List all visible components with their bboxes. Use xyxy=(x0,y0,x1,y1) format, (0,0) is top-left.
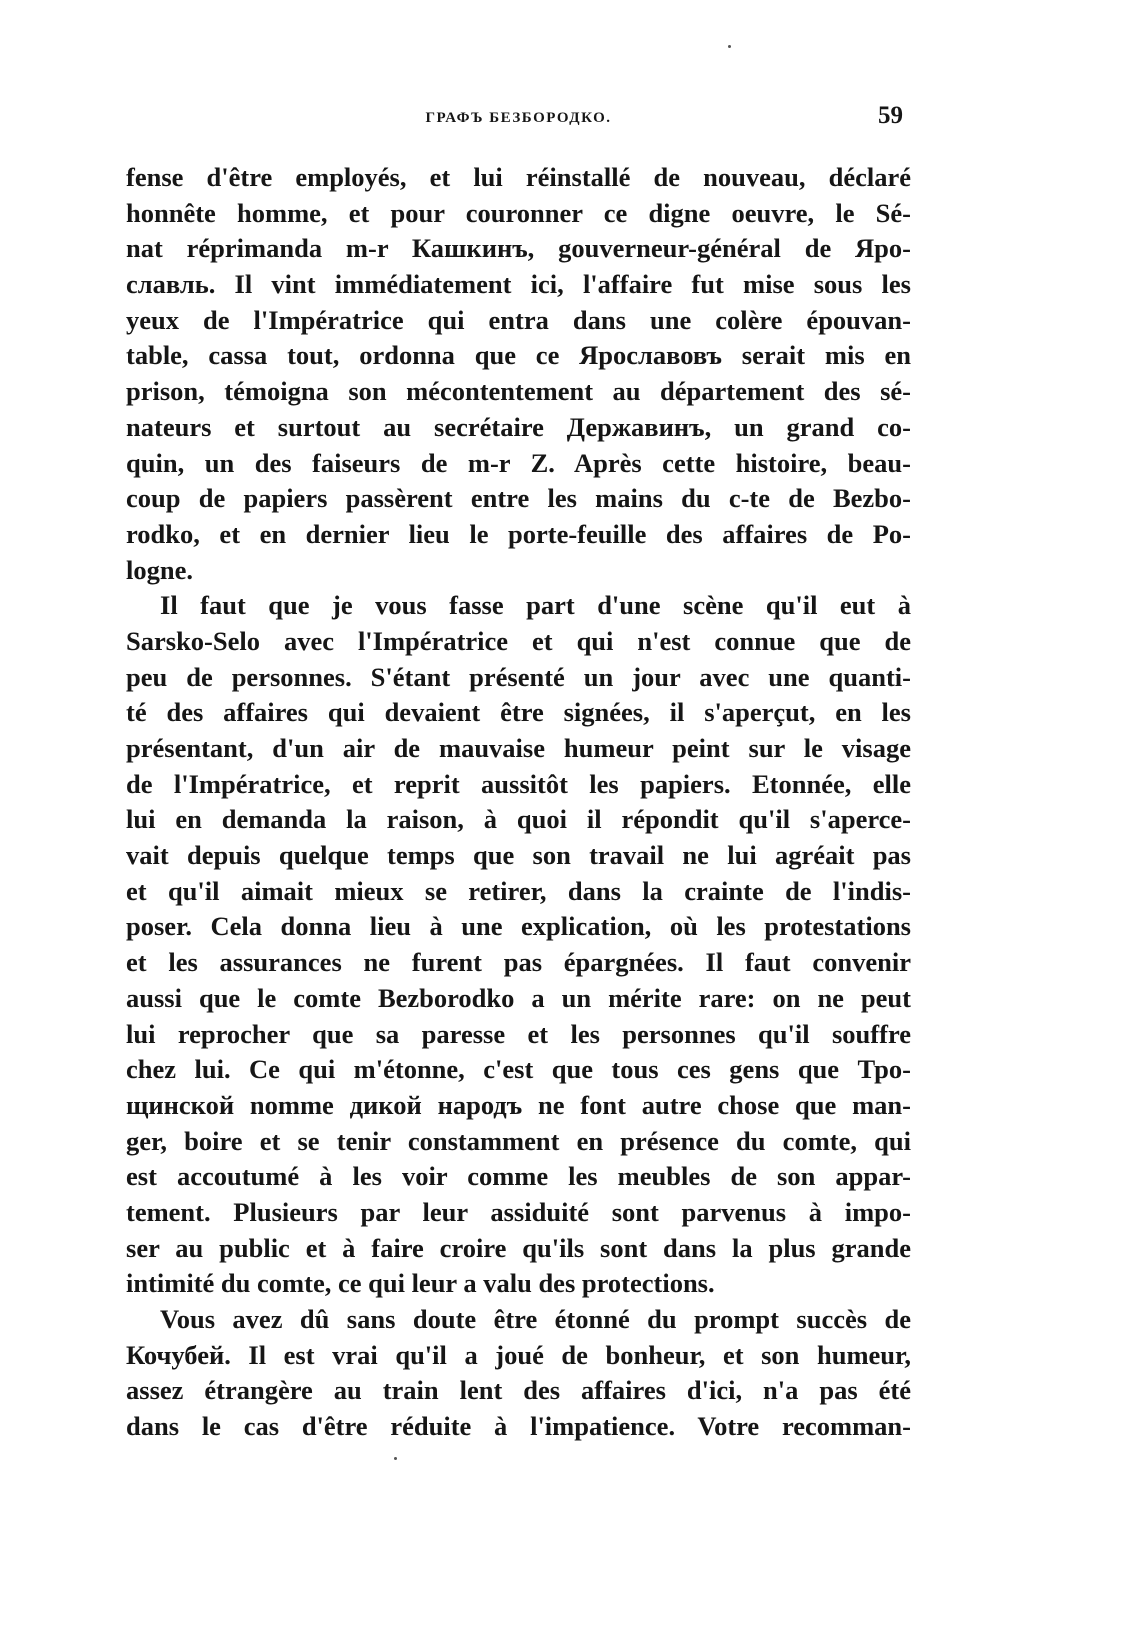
text-line: intimité du comte, ce qui leur a valu des protections. xyxy=(126,1268,715,1299)
text-line: lui en demanda la raison, à quoi il répondit qu'il s'aperce- xyxy=(126,804,911,835)
paragraph xyxy=(126,160,911,588)
text-line: славль. Il vint immédiatement ici, l'affaire fut mise sous les xyxy=(126,269,911,300)
text-line: quin, un des faiseurs de m-r Z. Après cette histoire, beau- xyxy=(126,447,911,478)
text-line: vait depuis quelque temps que son travail ne lui agréait pas xyxy=(126,840,911,871)
scan-speck xyxy=(394,1457,397,1460)
text-line: fense d'être employés, et lui réinstallé de nouveau, déclaré xyxy=(126,162,911,192)
text-line: lui reprocher que sa paresse et les personnes qu'il souffre xyxy=(126,1018,911,1049)
text-line: Sarsko-Selo avec l'Impératrice et qui n'est connue que de xyxy=(126,625,911,656)
text-line: Vous avez dû sans doute être étonné du prompt succès de xyxy=(160,1304,911,1334)
text-line: logne. xyxy=(126,554,193,585)
text-line: est accoutumé à les voir comme les meubles de son appar- xyxy=(126,1161,911,1192)
body-text xyxy=(126,160,911,1445)
text-line: щинской nomme дикой народъ ne font autre chose que man- xyxy=(126,1089,911,1120)
text-line: poser. Cela donna lieu à une explication, où les protestations xyxy=(126,911,911,942)
paragraph xyxy=(126,588,911,1302)
text-line: rodko, et en dernier lieu le porte-feuille des affaires de Po- xyxy=(126,518,911,549)
text-line: tement. Plusieurs par leur assiduité sont parvenus à impo- xyxy=(126,1196,911,1227)
text-line: assez étrangère au train lent des affaires d'ici, n'a pas été xyxy=(126,1375,911,1406)
paragraph xyxy=(126,1302,911,1445)
text-line: nateurs et surtout au secrétaire Державинъ, un grand co- xyxy=(126,411,911,442)
text-line: et les assurances ne furent pas épargnées. Il faut convenir xyxy=(126,947,911,978)
text-line: coup de papiers passèrent entre les mains du c-te de Bezbo- xyxy=(126,483,911,514)
text-line: peu de personnes. S'étant présenté un jour avec une quanti- xyxy=(126,661,911,692)
text-line: et qu'il aimait mieux se retirer, dans la crainte de l'indis- xyxy=(126,875,911,906)
text-line: Кочубей. Il est vrai qu'il a joué de bonheur, et son humeur, xyxy=(126,1339,911,1370)
running-title: ГРАФЪ БЕЗБОРОДКО. xyxy=(425,110,612,126)
text-line: chez lui. Ce qui m'étonne, c'est que tous ces gens que Тро- xyxy=(126,1054,911,1085)
text-line: ger, boire et se tenir constamment en présence du comte, qui xyxy=(126,1125,911,1156)
text-line: Il faut que je vous fasse part d'une scène qu'il eut à xyxy=(160,590,911,621)
scan-speck xyxy=(728,45,731,48)
page-number: 59 xyxy=(878,102,903,129)
text-line: ser au public et à faire croire qu'ils sont dans la plus grande xyxy=(126,1232,911,1263)
running-header xyxy=(126,102,911,132)
text-line: té des affaires qui devaient être signées, il s'aperçut, en les xyxy=(126,697,911,728)
text-line: de l'Impératrice, et reprit aussitôt les papiers. Etonnée, elle xyxy=(126,768,911,799)
text-line: honnête homme, et pour couronner ce digne oeuvre, le Sé- xyxy=(126,197,911,228)
text-line: nat réprimanda m-r Кашкинъ, gouverneur-général de Яро- xyxy=(126,233,911,264)
text-line: présentant, d'un air de mauvaise humeur peint sur le visage xyxy=(126,733,911,763)
text-line: table, cassa tout, ordonna que ce Ярославовъ serait mis en xyxy=(126,340,911,371)
text-line: dans le cas d'être réduite à l'impatience. Votre recomman- xyxy=(126,1411,911,1442)
text-line: prison, témoigna son mécontentement au département des sé- xyxy=(126,376,911,407)
text-line: yeux de l'Impératrice qui entra dans une colère épouvan- xyxy=(126,304,911,335)
text-line: aussi que le comte Bezborodko a un mérite rare: on ne peut xyxy=(126,982,911,1013)
